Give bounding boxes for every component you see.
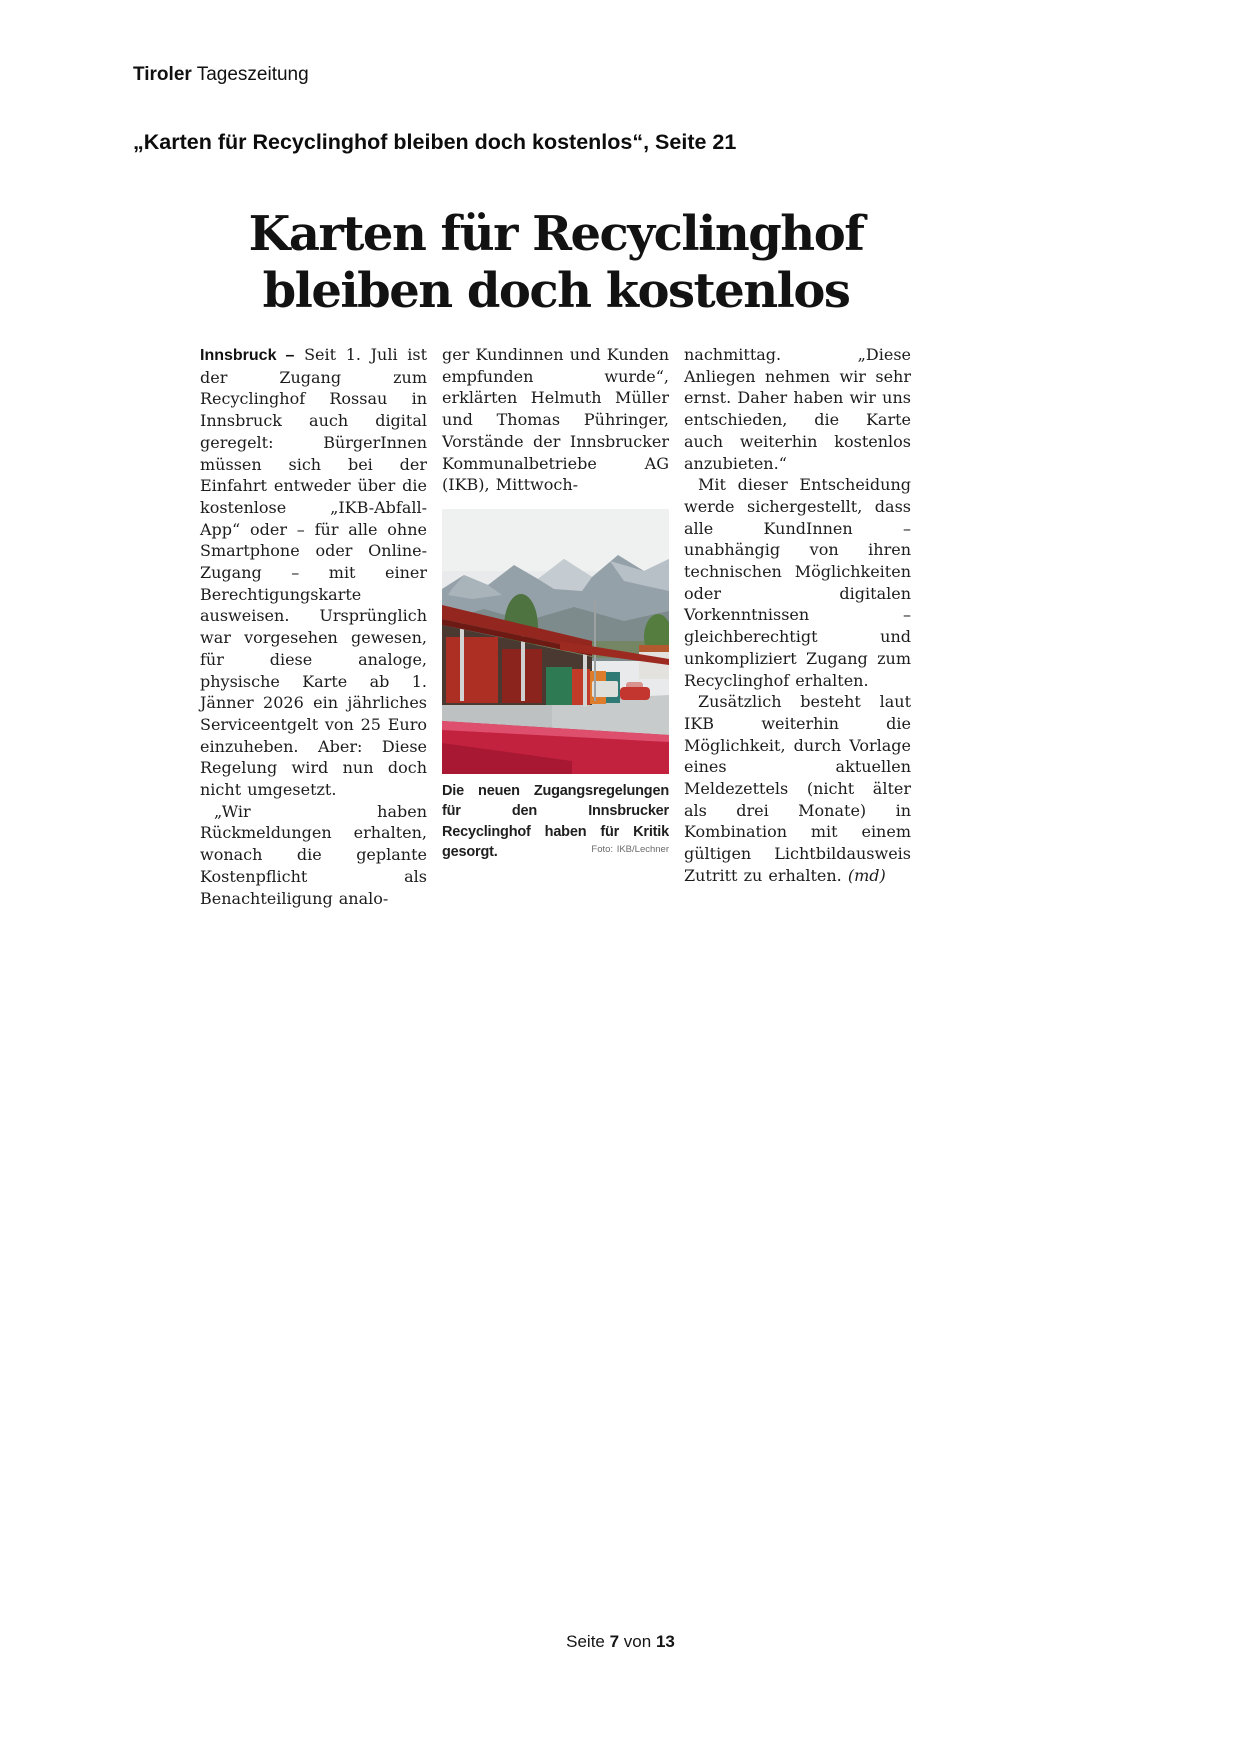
- footer-label: Seite: [566, 1632, 610, 1651]
- article-paragraph: [684, 691, 911, 886]
- photo-caption-text: Die neuen Zugangsregelungen für den Innsbrucker Recyclinghof haben für Kritik gesorgt.: [442, 782, 669, 861]
- article-columns: [200, 344, 912, 909]
- author-initials: (md): [847, 865, 886, 885]
- dateline: Innsbruck –: [200, 347, 295, 364]
- page-footer: [0, 1632, 1241, 1652]
- article-column-3: [684, 344, 911, 909]
- photo-credit: Foto: IKB/Lechner: [591, 844, 669, 856]
- article-paragraph: ger Kundinnen und Kunden empfunden wurde“, erklärten Helmuth Müller und Thomas Pühringer, Vorstände der Innsbrucker Kommunalbetriebe AG (IKB), Mittwoch-: [442, 345, 669, 495]
- footer-page-number: 7: [609, 1632, 620, 1651]
- recycling-yard-photo-graphic: [442, 509, 669, 774]
- article-headline: [200, 206, 912, 320]
- article-paragraph: Mit dieser Entscheidung werde sichergestellt, dass alle KundInnen – unabhängig von ihren technischen Möglichkeiten oder digitalen Vorkenntnissen – gleichberechtigt und unkompliziert Zugang zum Recyclinghof erhalten.: [684, 475, 911, 690]
- clipping-title: „Karten für Recyclinghof bleiben doch kostenlos“, Seite 21: [133, 130, 737, 154]
- publication-name: [133, 64, 309, 86]
- article-photo: [442, 509, 669, 774]
- publication-name-rest: Tageszeitung: [191, 64, 309, 85]
- footer-separator: von: [619, 1632, 656, 1651]
- publication-name-bold: Tiroler: [133, 64, 192, 85]
- article-headline-line2: bleiben doch kostenlos: [262, 263, 850, 319]
- article-clipping: [200, 206, 912, 909]
- article-paragraph: nachmittag. „Diese Anliegen nehmen wir sehr ernst. Daher haben wir uns entschieden, die Karte auch weiterhin kostenlos anzubieten.“: [684, 345, 911, 473]
- article-paragraph-text: Seit 1. Juli ist der Zugang zum Recyclinghof Rossau in Innsbruck auch digital geregelt: BürgerInnen müssen sich bei der Einfahrt entweder über die kostenlose „IKB-Abfall-App“ oder – für alle ohne Smartphone oder Online-Zugang – mit einer Berechtigungskarte ausweisen. Ursprünglich war vorgesehen gewesen, für diese analoge, physische Karte ab 1. Jänner 2026 ein jährliches Serviceentgelt von 25 Euro einzuheben. Aber: Diese Regelung wird nun doch nicht umgesetzt.: [200, 345, 427, 800]
- article-column-1: [200, 344, 427, 909]
- footer-total-pages: 13: [655, 1632, 675, 1651]
- article-paragraph: [200, 344, 427, 801]
- article-paragraph: „Wir haben Rückmeldungen erhalten, wonach die geplante Kostenpflicht als Benachteiligung analo-: [200, 801, 427, 908]
- article-paragraph-text: Zusätzlich besteht laut IKB weiterhin die Möglichkeit, durch Vorlage eines aktuellen Meldezettels (nicht älter als drei Monate) in Kombination mit einem gültigen Lichtbildausweis Zutritt zu erhalten.: [684, 692, 911, 885]
- article-headline-line1: Karten für Recyclinghof: [248, 206, 864, 262]
- photo-caption: [442, 781, 669, 863]
- article-column-2: [442, 344, 669, 909]
